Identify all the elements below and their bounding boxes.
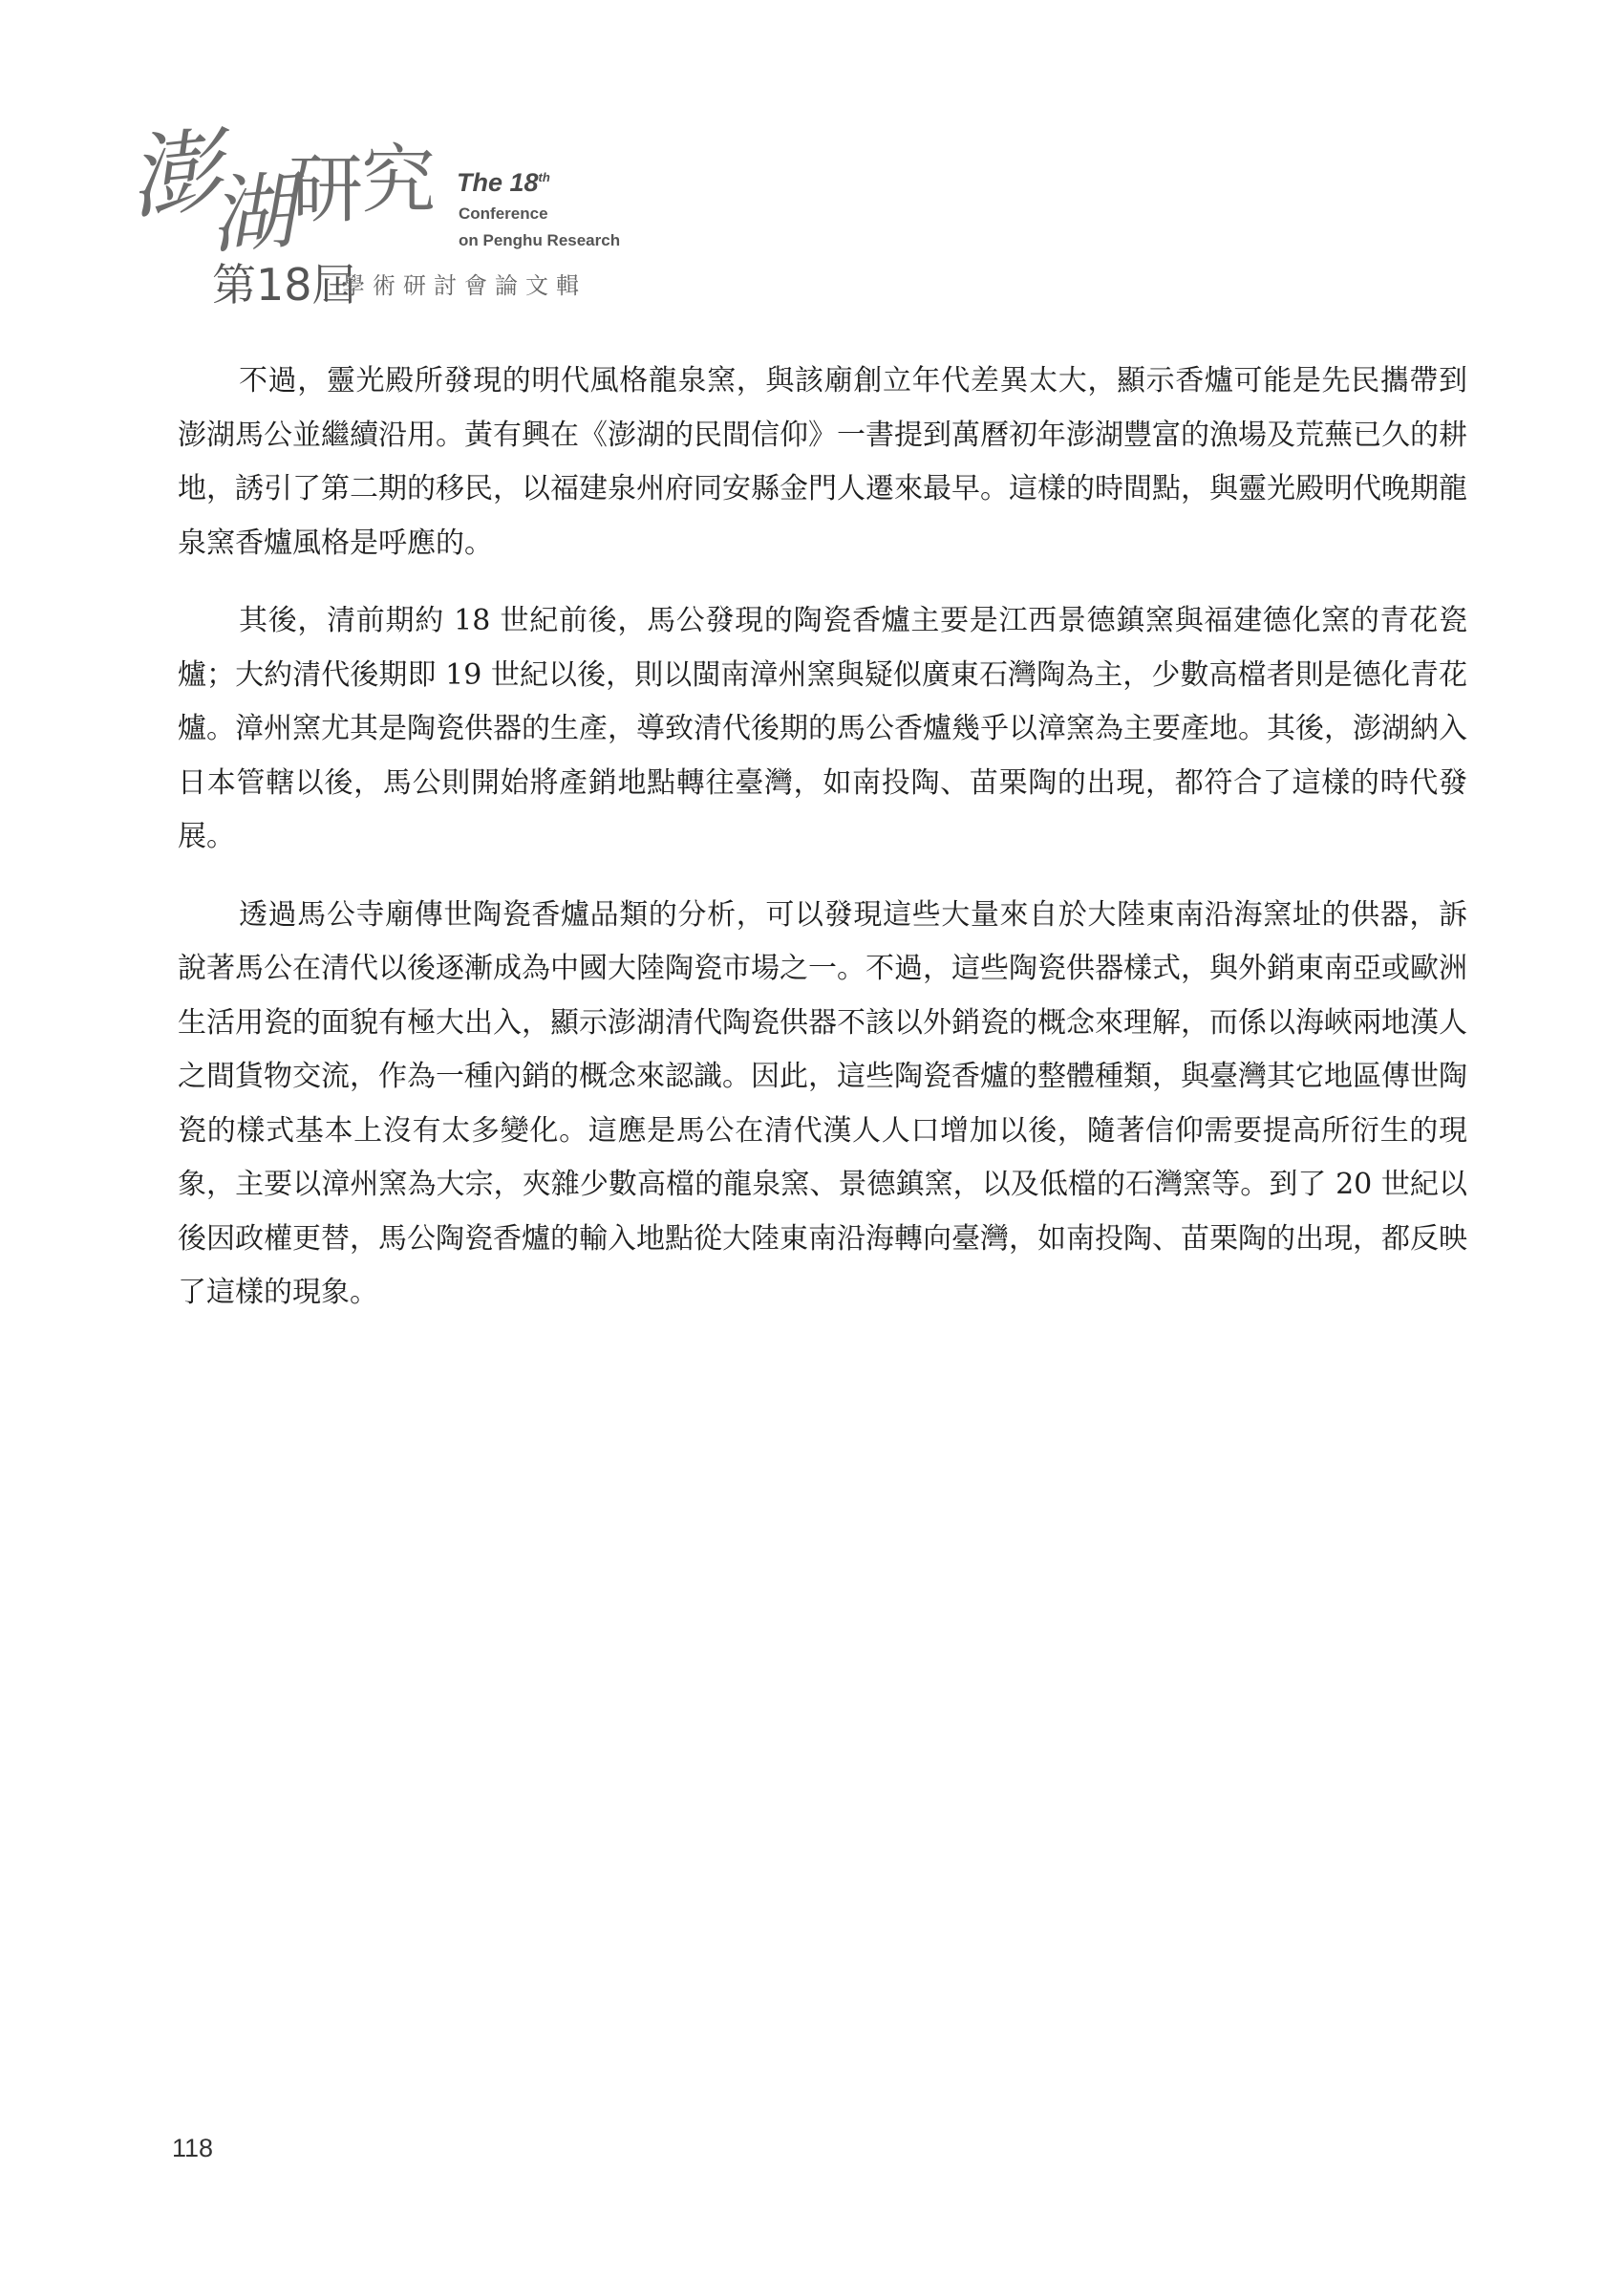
conference-edition-en bbox=[457, 168, 550, 198]
journal-logo-char-peng: 澎 bbox=[123, 117, 226, 233]
proceedings-label: 學術研討會論文輯 bbox=[342, 272, 587, 299]
penghu-research-label-en: on Penghu Research bbox=[459, 231, 621, 249]
ordinal-suffix: th bbox=[538, 170, 550, 184]
conference-label-en: Conference bbox=[459, 204, 548, 223]
paragraph-3: 透過馬公寺廟傳世陶瓷香爐品類的分析，可以發現這些大量來自於大陸東南沿海窯址的供器，訴說著馬公在清代以後逐漸成為中國大陸陶瓷市場之一。不過，這些陶瓷供器樣式，與外銷東南亞或歐洲生活用瓷的面貌有極大出入，顯示澎湖清代陶瓷供器不該以外銷瓷的概念來理解，而係以海峽兩地漢人之間貨物交流，作為一種內銷的概念來認識。因此，這些陶瓷香爐的整體種類，與臺灣其它地區傳世陶瓷的樣式基本上沒有太多變化。這應是馬公在清代漢人人口增加以後，隨著信仰需要提高所衍生的現象，主要以漳州窯為大宗，夾雜少數高檔的龍泉窯、景德鎮窯，以及低檔的石灣窯等。到了 20 世紀以後因政權更替，馬公陶瓷香爐的輸入地點從大陸東南沿海轉向臺灣，如南投陶、苗栗陶的出現，都反映了這樣的現象。 bbox=[178, 897, 1467, 1309]
edition-label: 第18屆 bbox=[212, 259, 356, 311]
paragraph-2: 其後，清前期約 18 世紀前後，馬公發現的陶瓷香爐主要是江西景德鎮窯與福建德化窯的青花瓷爐；大約清代後期即 19 世紀以後，則以閩南漳州窯與疑似廣東石灣陶為主，少數高檔者則是德化青花爐。漳州窯尤其是陶瓷供器的生產，導致清代後期的馬公香爐幾乎以漳窯為主要產地。其後，澎湖納入日本管轄以後，馬公則開始將產銷地點轉往臺灣，如南投陶、苗栗陶的出現，都符合了這樣的時代發展。 bbox=[178, 604, 1467, 853]
conference-edition-number: The 18 bbox=[457, 168, 539, 197]
journal-logo-char-hu: 湖 bbox=[206, 161, 298, 266]
page-number: 118 bbox=[172, 2134, 214, 2162]
paragraph-1: 不過，靈光殿所發現的明代風格龍泉窯，與該廟創立年代差異太大，顯示香爐可能是先民攜帶到澎湖馬公並繼續沿用。黃有興在《澎湖的民間信仰》一書提到萬曆初年澎湖豐富的漁場及荒蕪已久的耕地，誘引了第二期的移民，以福建泉州府同安縣金門人遷來最早。這樣的時間點，與靈光殿明代晚期龍泉窯香爐風格是呼應的。 bbox=[178, 364, 1467, 560]
page-header bbox=[0, 0, 1624, 311]
journal-logo-char-yan: 研 bbox=[288, 147, 364, 233]
body-text bbox=[178, 355, 1467, 1321]
journal-logo-char-jiu: 究 bbox=[361, 138, 437, 224]
